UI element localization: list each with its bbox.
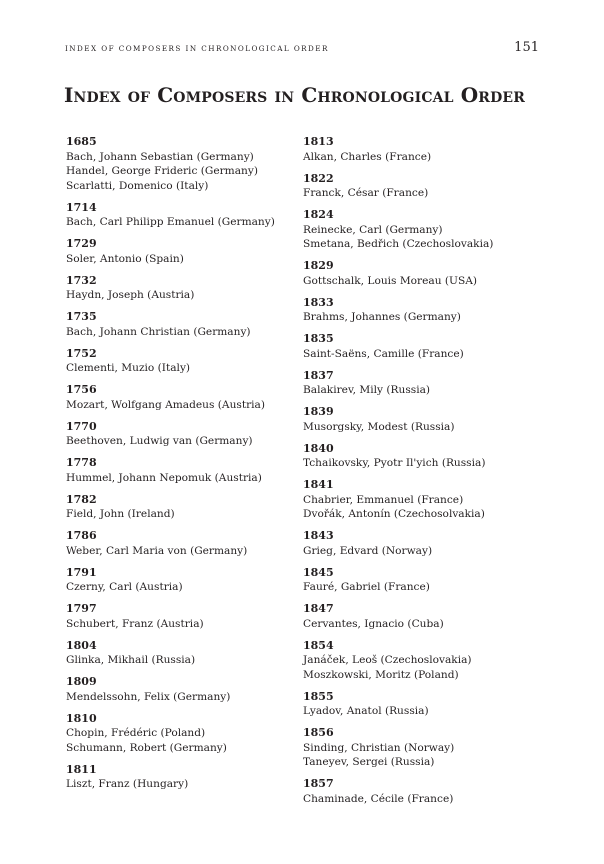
year-heading: 1822 xyxy=(303,171,334,185)
year-heading: 1829 xyxy=(303,259,334,272)
year-entry xyxy=(303,259,538,288)
year-heading: 1845 xyxy=(303,565,334,579)
year-heading: 1756 xyxy=(66,383,97,396)
page-title: Index of Composers in Chronological Order xyxy=(64,83,525,107)
composer-name: Gottschalk, Louis Moreau (USA) xyxy=(303,274,478,287)
composer-name: Glinka, Mikhail (Russia) xyxy=(66,654,196,666)
year-heading: 1729 xyxy=(66,237,97,250)
year-entry xyxy=(66,675,301,704)
composer-name: Hummel, Johann Nepomuk (Austria) xyxy=(66,471,262,484)
year-entry xyxy=(66,639,301,668)
year-entry xyxy=(66,529,301,558)
year-entry xyxy=(66,456,301,485)
year-heading: 1786 xyxy=(66,529,97,542)
year-entry xyxy=(303,726,538,770)
year-entry xyxy=(66,135,301,193)
year-entry xyxy=(66,763,301,792)
left-column xyxy=(66,135,301,799)
year-entry xyxy=(66,201,301,230)
composer-name: Balakirev, Mily (Russia) xyxy=(303,384,431,396)
composer-name: Handel, George Frideric (Germany) xyxy=(66,165,258,177)
composer-name: Taneyev, Sergei (Russia) xyxy=(303,756,435,768)
year-entry xyxy=(303,208,538,252)
composer-name: Liszt, Franz (Hungary) xyxy=(66,778,189,790)
composer-name: Reinecke, Carl (Germany) xyxy=(303,223,443,236)
composer-name: Bach, Johann Sebastian (Germany) xyxy=(66,150,254,163)
composer-name: Brahms, Johannes (Germany) xyxy=(303,311,461,323)
year-entry xyxy=(303,478,538,522)
year-entry xyxy=(66,274,301,303)
composer-name: Soler, Antonio (Spain) xyxy=(66,252,184,265)
year-entry xyxy=(66,310,301,339)
year-heading: 1854 xyxy=(303,638,334,652)
composer-name: Sinding, Christian (Norway) xyxy=(303,741,455,754)
composer-name: Bach, Johann Christian (Germany) xyxy=(66,325,251,338)
year-heading: 1732 xyxy=(66,273,97,287)
year-heading: 1839 xyxy=(303,405,334,418)
year-entry xyxy=(303,296,538,325)
year-heading: 1835 xyxy=(303,332,334,345)
year-entry xyxy=(66,602,301,631)
composer-name: Grieg, Edvard (Norway) xyxy=(303,544,433,557)
year-entry xyxy=(303,639,538,683)
year-entry xyxy=(66,237,301,266)
composer-name: Beethoven, Ludwig van (Germany) xyxy=(66,435,253,447)
year-heading: 1752 xyxy=(66,346,97,360)
composer-name: Field, John (Ireland) xyxy=(66,508,175,520)
year-heading: 1843 xyxy=(303,529,334,542)
year-heading: 1824 xyxy=(303,208,334,221)
composer-name: Dvořák, Antonín (Czechosolvakia) xyxy=(303,508,485,520)
composer-name: Alkan, Charles (France) xyxy=(303,150,432,163)
composer-name: Clementi, Muzio (Italy) xyxy=(66,362,191,374)
year-heading: 1770 xyxy=(66,419,97,433)
year-heading: 1804 xyxy=(66,638,97,652)
composer-name: Mendelssohn, Felix (Germany) xyxy=(66,690,231,703)
year-heading: 1735 xyxy=(66,310,97,323)
right-column xyxy=(303,135,538,814)
year-entry xyxy=(303,405,538,434)
year-entry xyxy=(303,602,538,631)
composer-name: Weber, Carl Maria von (Germany) xyxy=(66,544,248,557)
composer-name: Chabrier, Emmanuel (France) xyxy=(303,493,464,506)
composer-name: Musorgsky, Modest (Russia) xyxy=(303,420,455,433)
year-entry xyxy=(66,420,301,449)
year-entry xyxy=(303,135,538,164)
year-entry xyxy=(303,172,538,201)
composer-name: Lyadov, Anatol (Russia) xyxy=(303,705,429,717)
composer-name: Saint-Saëns, Camille (France) xyxy=(303,347,464,360)
year-heading: 1840 xyxy=(303,441,334,455)
composer-name: Haydn, Joseph (Austria) xyxy=(66,289,195,301)
composer-name: Chopin, Frédéric (Poland) xyxy=(66,727,206,739)
composer-name: Czerny, Carl (Austria) xyxy=(66,581,183,593)
year-heading: 1857 xyxy=(303,777,334,790)
composer-name: Cervantes, Ignacio (Cuba) xyxy=(303,617,444,630)
year-heading: 1810 xyxy=(66,711,97,725)
year-entry xyxy=(303,369,538,398)
year-heading: 1856 xyxy=(303,726,334,739)
composer-name: Mozart, Wolfgang Amadeus (Austria) xyxy=(66,398,265,411)
year-entry xyxy=(66,347,301,376)
year-heading: 1813 xyxy=(303,135,334,148)
year-heading: 1778 xyxy=(66,456,97,469)
year-entry xyxy=(303,690,538,719)
year-entry xyxy=(66,493,301,522)
year-entry xyxy=(303,566,538,595)
composer-name: Chaminade, Cécile (France) xyxy=(303,792,454,805)
composer-name: Franck, César (France) xyxy=(303,187,429,199)
year-entry xyxy=(303,777,538,806)
composer-name: Fauré, Gabriel (France) xyxy=(303,581,430,593)
year-heading: 1833 xyxy=(303,295,334,309)
composer-name: Schubert, Franz (Austria) xyxy=(66,617,204,630)
composer-name: Schumann, Robert (Germany) xyxy=(66,741,227,754)
composer-name: Scarlatti, Domenico (Italy) xyxy=(66,179,209,192)
year-entry xyxy=(66,566,301,595)
composer-name: Moszkowski, Moritz (Poland) xyxy=(303,668,459,681)
year-heading: 1841 xyxy=(303,478,334,491)
composer-name: Janáček, Leoš (Czechoslovakia) xyxy=(303,654,472,666)
year-entry xyxy=(66,712,301,756)
year-heading: 1847 xyxy=(303,602,334,615)
year-heading: 1685 xyxy=(66,135,97,148)
composer-name: Smetana, Bedřich (Czechoslovakia) xyxy=(303,238,494,250)
running-title: INDEX OF COMPOSERS IN CHRONOLOGICAL ORDER xyxy=(65,44,329,53)
year-heading: 1714 xyxy=(66,200,97,214)
year-heading: 1782 xyxy=(66,492,97,506)
composer-name: Tchaikovsky, Pyotr Il'yich (Russia) xyxy=(303,457,486,469)
composer-name: Bach, Carl Philipp Emanuel (Germany) xyxy=(66,216,275,228)
year-heading: 1797 xyxy=(66,602,97,615)
year-entry xyxy=(303,332,538,361)
year-heading: 1837 xyxy=(303,368,334,382)
year-heading: 1811 xyxy=(66,762,97,776)
page-number: 151 xyxy=(514,40,539,55)
year-heading: 1809 xyxy=(66,675,97,688)
year-entry xyxy=(66,383,301,412)
year-entry xyxy=(303,442,538,471)
year-entry xyxy=(303,529,538,558)
running-header xyxy=(65,40,539,56)
year-heading: 1791 xyxy=(66,565,97,579)
year-heading: 1855 xyxy=(303,689,334,703)
